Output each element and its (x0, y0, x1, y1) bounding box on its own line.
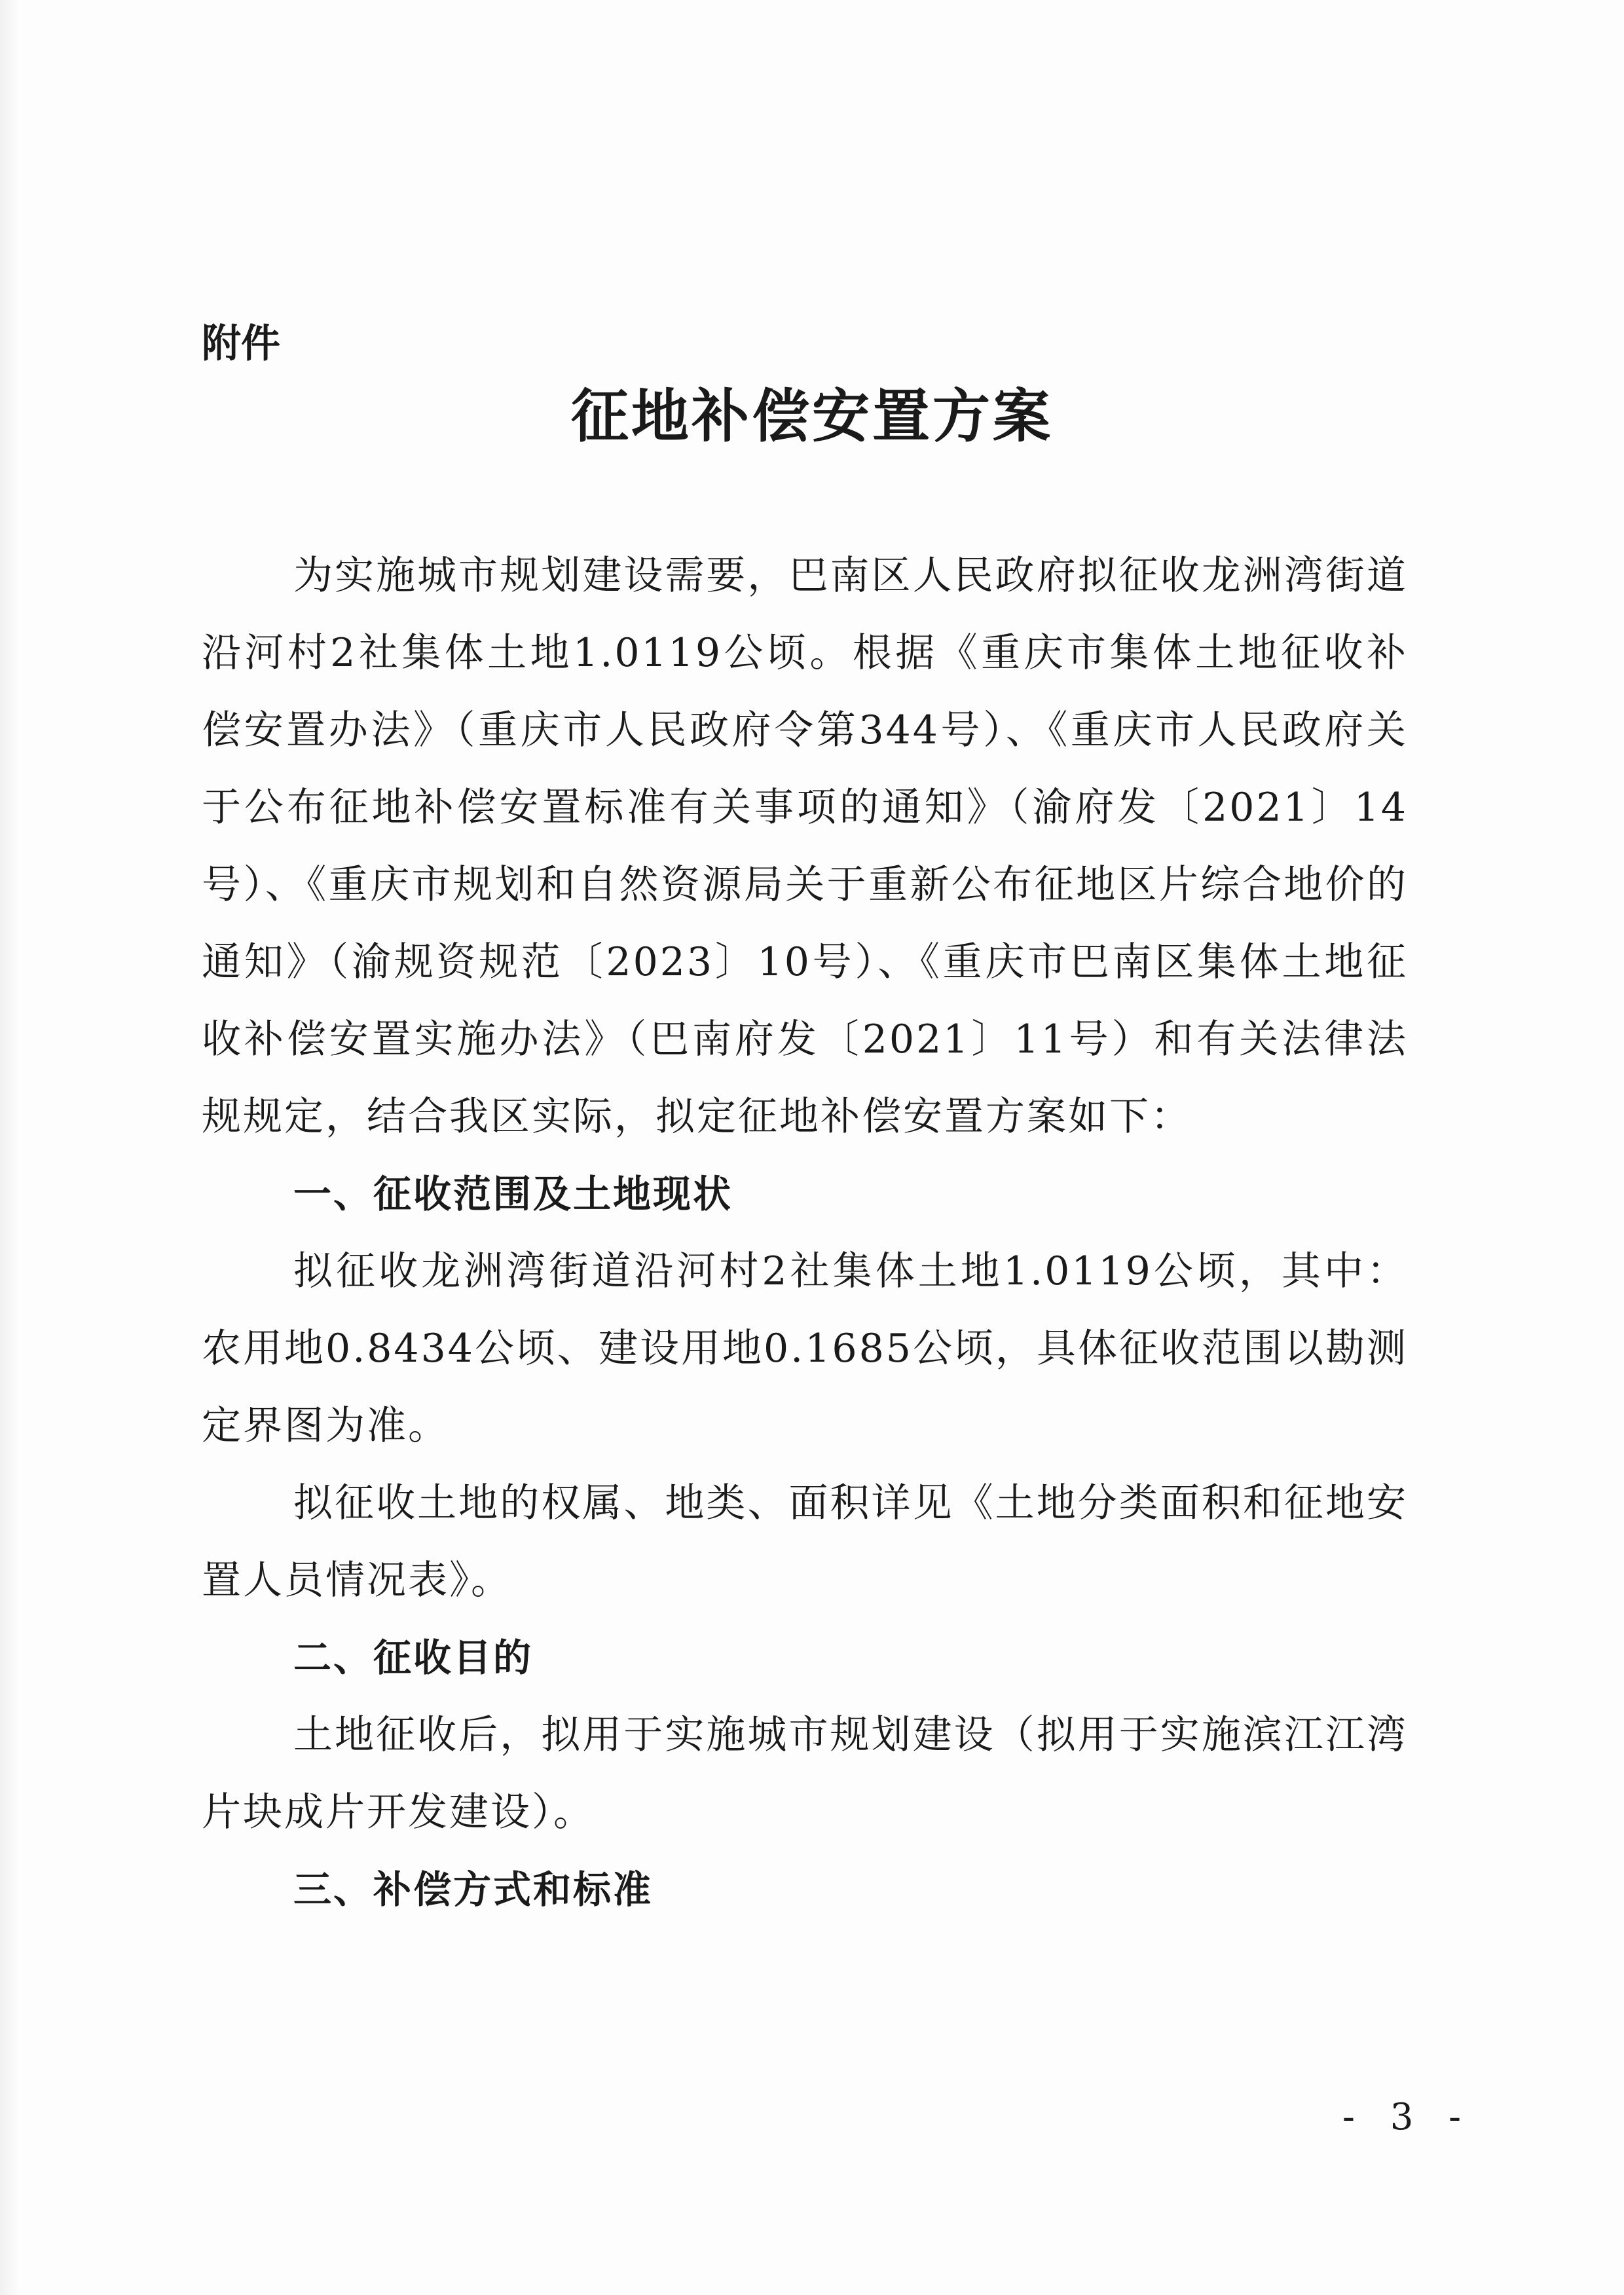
attachment-label: 附件 (202, 321, 280, 367)
paragraph-scope: 拟征收龙洲湾街道沿河村2社集体土地1.0119公顷，其中：农用地0.8434公顷、建设用地0.1685公顷，具体征收范围以勘测定界图为准。 (202, 1248, 1408, 1449)
document-title: 征地补偿安置方案 (570, 382, 1053, 450)
section-heading-compensation: 三、补偿方式和标准 (293, 1867, 654, 1912)
page-number: - 3 - (1342, 2096, 1473, 2138)
paragraph-intro: 为实施城市规划建设需要，巴南区人民政府拟征收龙洲湾街道沿河村2社集体土地1.0119公顷。根据《重庆市集体土地征收补偿安置办法》（重庆市人民政府令第344号）、《重庆市人民政府关于公布征地补偿安置标准有关事项的通知》（渝府发〔2021〕14号）、《重庆市规划和自然资源局关于重新公布征地区片综合地价的通知》（渝规资规范〔2023〕10号）、《重庆市巴南区集体土地征收补偿安置实施办法》（巴南府发〔2021〕11号）和有关法律法规规定，结合我区实际，拟定征地补偿安置方案如下： (202, 553, 1408, 1140)
section-heading-purpose: 二、征收目的 (293, 1635, 534, 1680)
paragraph-land-details: 拟征收土地的权属、地类、面积详见《土地分类面积和征地安置人员情况表》。 (202, 1480, 1408, 1603)
paragraph-purpose: 土地征收后，拟用于实施城市规划建设（拟用于实施滨江江湾片块成片开发建设）。 (202, 1712, 1408, 1835)
scan-edge-shadow (0, 0, 20, 2295)
document-body (202, 537, 1408, 1928)
section-heading-scope: 一、征收范围及土地现状 (293, 1172, 733, 1216)
